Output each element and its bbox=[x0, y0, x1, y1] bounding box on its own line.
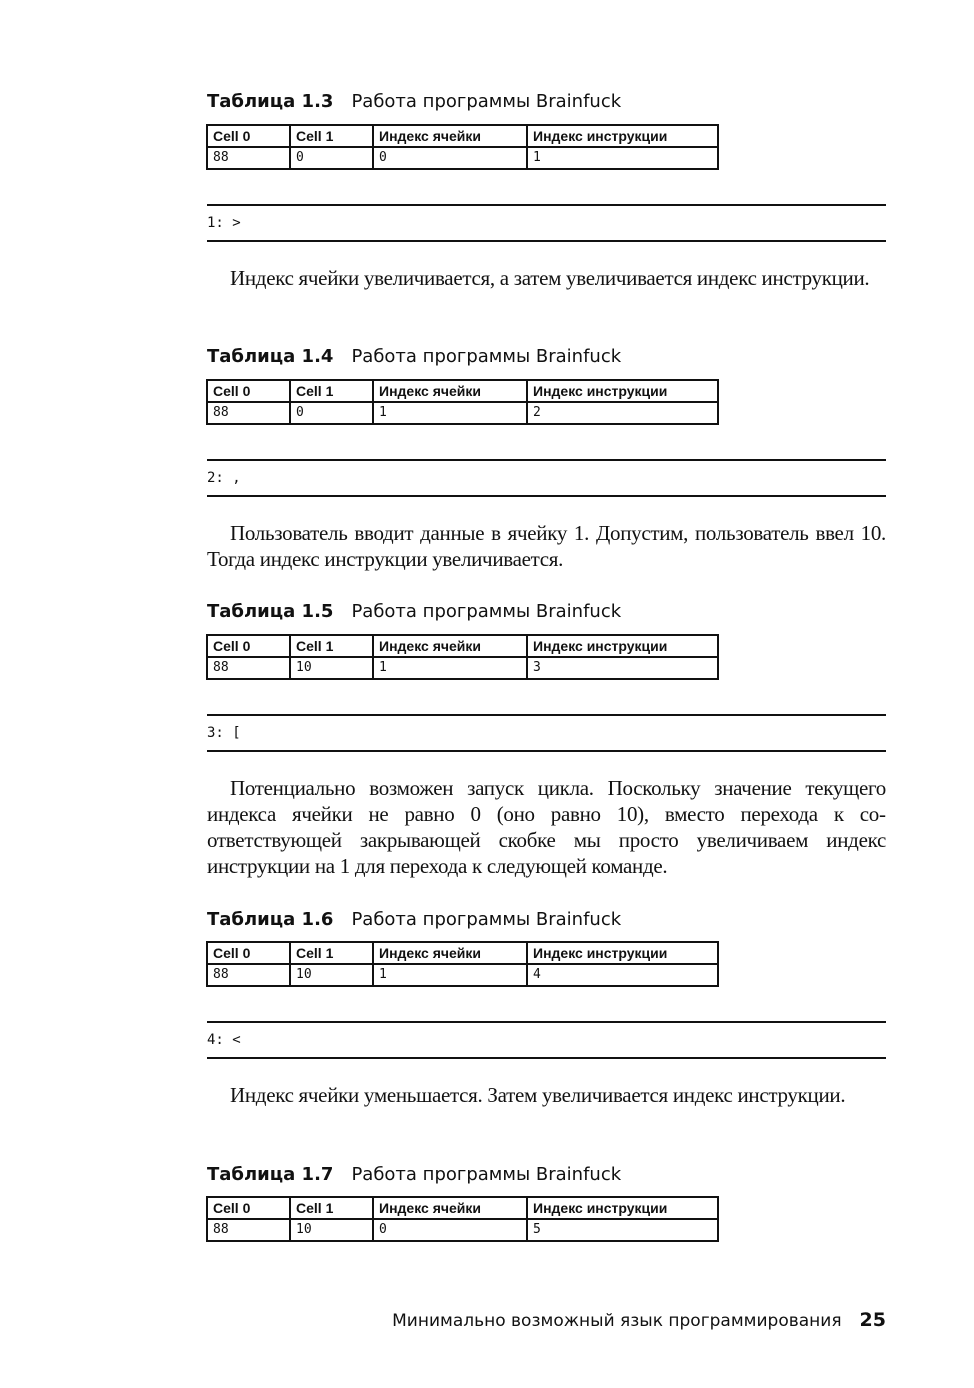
header-cell: Cell 1 bbox=[290, 1197, 373, 1219]
code-block: 3: [ bbox=[207, 714, 886, 752]
table-cell: 10 bbox=[290, 964, 373, 986]
table-cell: 10 bbox=[290, 1219, 373, 1241]
page-number: 25 bbox=[859, 1309, 886, 1331]
header-cell: Индекс инструкции bbox=[527, 125, 718, 147]
table-cell: 88 bbox=[207, 147, 290, 169]
state-table bbox=[206, 124, 719, 170]
paragraph: Потенциально возможен запуск цикла. Поскольку значение текущего индекса ячейки не равно 0 (оно равно 10), вместо перехода к соответствующей закрывающей скобке мы просто увеличиваем индекс инструкции на 1 для перехода к следующей команде. bbox=[207, 776, 886, 878]
table-cell: 4 bbox=[527, 964, 718, 986]
table-caption bbox=[207, 91, 621, 113]
table-caption bbox=[207, 601, 621, 623]
header-cell: Cell 1 bbox=[290, 380, 373, 402]
table-row bbox=[207, 1219, 718, 1241]
table-title: Работа программы Brainfuck bbox=[351, 601, 622, 622]
table-row bbox=[207, 402, 718, 424]
table-cell: 88 bbox=[207, 402, 290, 424]
table-cell: 2 bbox=[527, 402, 718, 424]
header-cell: Индекс инструкции bbox=[527, 1197, 718, 1219]
header-cell: Cell 0 bbox=[207, 1197, 290, 1219]
table-title: Работа программы Brainfuck bbox=[351, 91, 622, 112]
table-caption bbox=[207, 346, 621, 368]
header-cell: Cell 1 bbox=[290, 635, 373, 657]
table-cell: 88 bbox=[207, 1219, 290, 1241]
table-title: Работа программы Brainfuck bbox=[351, 346, 622, 367]
table-cell: 5 bbox=[527, 1219, 718, 1241]
table-title: Работа программы Brainfuck bbox=[351, 909, 622, 930]
header-cell: Индекс ячейки bbox=[373, 125, 527, 147]
header-cell: Cell 1 bbox=[290, 125, 373, 147]
table-header-row bbox=[207, 942, 718, 964]
table-row bbox=[207, 147, 718, 169]
paragraph: Пользователь вводит данные в ячейку 1. Допустим, пользователь ввел 10. Тогда индекс инструкции увеличивается. bbox=[207, 521, 886, 571]
table-row bbox=[207, 657, 718, 679]
header-cell: Индекс инструкции bbox=[527, 380, 718, 402]
table-header-row bbox=[207, 380, 718, 402]
header-cell: Индекс инструкции bbox=[527, 942, 718, 964]
header-cell: Индекс ячейки bbox=[373, 635, 527, 657]
header-cell: Cell 0 bbox=[207, 635, 290, 657]
state-table bbox=[206, 379, 719, 425]
table-cell: 0 bbox=[373, 147, 527, 169]
table-header-row bbox=[207, 635, 718, 657]
header-cell: Cell 1 bbox=[290, 942, 373, 964]
table-cell: 88 bbox=[207, 657, 290, 679]
table-cell: 1 bbox=[373, 402, 527, 424]
header-cell: Индекс ячейки bbox=[373, 942, 527, 964]
running-title: Минимально возможный язык программирования bbox=[392, 1311, 842, 1331]
code-block: 4: < bbox=[207, 1021, 886, 1059]
table-cell: 10 bbox=[290, 657, 373, 679]
header-cell: Cell 0 bbox=[207, 380, 290, 402]
table-number: Таблица 1.5 bbox=[207, 601, 334, 622]
table-number: Таблица 1.7 bbox=[207, 1164, 334, 1185]
table-cell: 1 bbox=[527, 147, 718, 169]
table-row bbox=[207, 964, 718, 986]
table-cell: 1 bbox=[373, 657, 527, 679]
header-cell: Индекс ячейки bbox=[373, 380, 527, 402]
page-footer bbox=[392, 1309, 886, 1331]
header-cell: Cell 0 bbox=[207, 942, 290, 964]
table-header-row bbox=[207, 1197, 718, 1219]
header-cell: Cell 0 bbox=[207, 125, 290, 147]
table-cell: 88 bbox=[207, 964, 290, 986]
table-cell: 0 bbox=[290, 147, 373, 169]
table-cell: 0 bbox=[373, 1219, 527, 1241]
table-cell: 0 bbox=[290, 402, 373, 424]
table-number: Таблица 1.6 bbox=[207, 909, 334, 930]
code-block: 2: , bbox=[207, 459, 886, 497]
code-block: 1: > bbox=[207, 204, 886, 242]
paragraph: Индекс ячейки уменьшается. Затем увеличивается индекс инструкции. bbox=[230, 1083, 846, 1107]
state-table bbox=[206, 634, 719, 680]
header-cell: Индекс инструкции bbox=[527, 635, 718, 657]
table-cell: 1 bbox=[373, 964, 527, 986]
table-caption bbox=[207, 909, 621, 931]
header-cell: Индекс ячейки bbox=[373, 1197, 527, 1219]
table-cell: 3 bbox=[527, 657, 718, 679]
table-header-row bbox=[207, 125, 718, 147]
table-number: Таблица 1.3 bbox=[207, 91, 334, 112]
table-caption bbox=[207, 1164, 621, 1186]
table-title: Работа программы Brainfuck bbox=[351, 1164, 622, 1185]
paragraph: Индекс ячейки увеличивается, а затем увеличивается индекс инструкции. bbox=[230, 266, 870, 290]
table-number: Таблица 1.4 bbox=[207, 346, 334, 367]
state-table bbox=[206, 941, 719, 987]
state-table bbox=[206, 1196, 719, 1242]
